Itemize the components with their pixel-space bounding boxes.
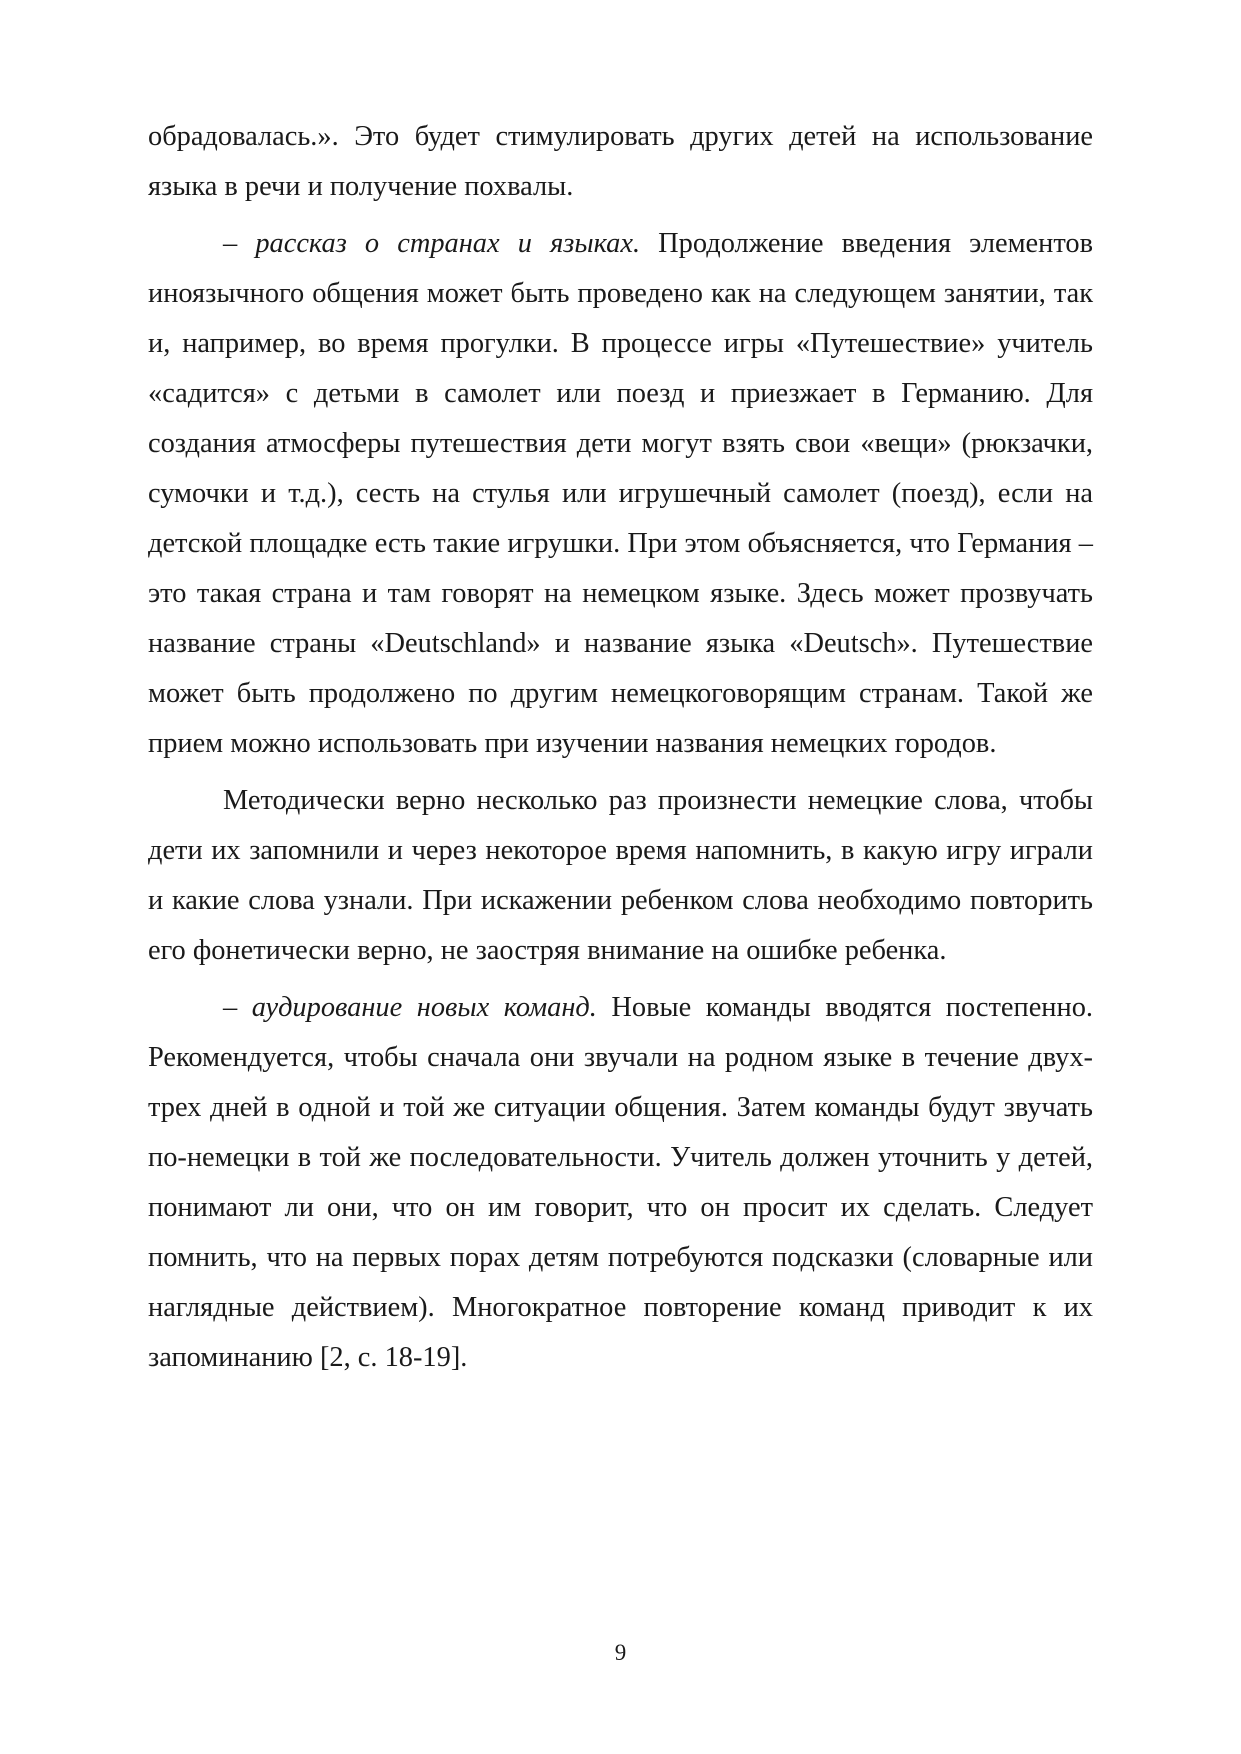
- page-body: [148, 112, 1093, 1390]
- paragraph-2: [148, 219, 1093, 769]
- paragraph-2-lead: – рассказ о странах и языках.: [223, 228, 641, 259]
- paragraph-4-text: Новые команды вводятся постепенно. Рекомендуется, чтобы сначала они звучали на родном языке в течение двух-трех дней в одной и той же ситуации общения. Затем команды будут звучать по-немецки в той же последовательности. Учитель должен уточнить у детей, понимают ли они, что он им говорит, что он просит их сделать. Следует помнить, что на первых порах детям потребуются подсказки (словарные или наглядные действием). Многократное повторение команд приводит к их запоминанию [2, с. 18-19].: [148, 992, 1093, 1373]
- paragraph-3-text: Методически верно несколько раз произнести немецкие слова, чтобы дети их запомнили и через некоторое время напомнить, в какую игру играли и какие слова узнали. При искажении ребенком слова необходимо повторить его фонетически верно, не заостряя внимание на ошибке ребенка.: [148, 785, 1093, 966]
- paragraph-4: [148, 983, 1093, 1383]
- page-number: 9: [614, 1640, 627, 1665]
- paragraph-1-text: обрадовалась.». Это будет стимулировать других детей на использование языка в речи и получение похвалы.: [148, 121, 1093, 202]
- paragraph-2-text: Продолжение введения элементов иноязычного общения может быть проведено как на следующем занятии, так и, например, во время прогулки. В процессе игры «Путешествие» учитель «садится» с детьми в самолет или поезд и приезжает в Германию. Для создания атмосферы путешествия дети могут взять свои «вещи» (рюкзачки, сумочки и т.д.), сесть на стулья или игрушечный самолет (поезд), если на детской площадке есть такие игрушки. При этом объясняется, что Германия – это такая страна и там говорят на немецком языке. Здесь может прозвучать название страны «Deutschland» и название языка «Deutsch». Путешествие может быть продолжено по другим немецкоговорящим странам. Такой же прием можно использовать при изучении названия немецких городов.: [148, 228, 1093, 759]
- paragraph-4-lead: – аудирование новых команд.: [223, 992, 597, 1023]
- paragraph-3: [148, 776, 1093, 976]
- paragraph-1: [148, 112, 1093, 212]
